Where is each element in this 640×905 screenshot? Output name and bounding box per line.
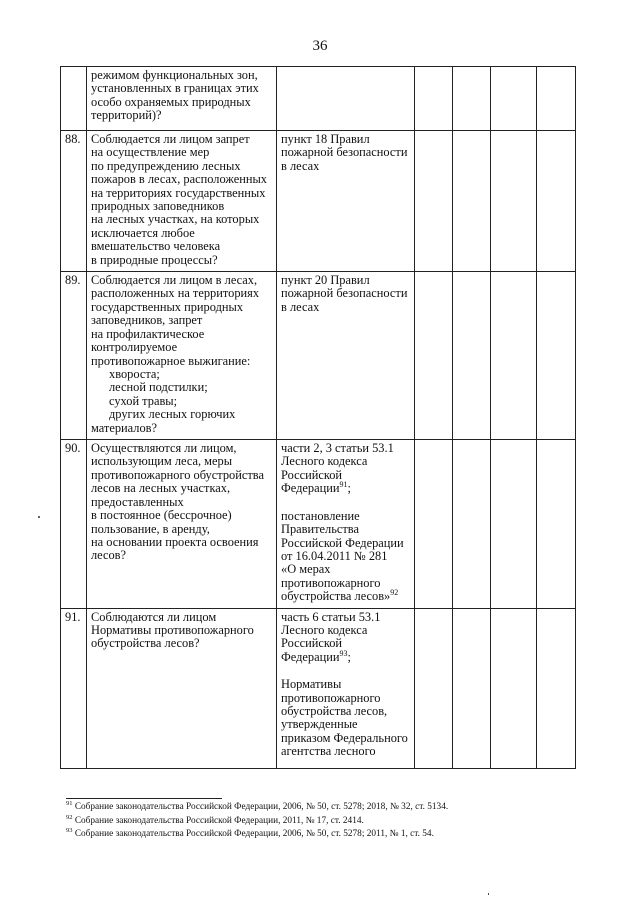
reference-text: Лесного кодекса [281, 454, 368, 469]
question-line: исключается любое [91, 225, 195, 240]
reference-text: пункт 20 Правил [281, 273, 370, 288]
footnote-number: 92 [66, 813, 73, 821]
question-line: на осуществление мер [91, 145, 210, 160]
question-line: государственных природных [91, 299, 244, 314]
question-line: лесов? [91, 548, 127, 563]
empty-cell [491, 131, 537, 272]
reference-text: постановление [281, 508, 360, 523]
reference-text: в лесах [281, 299, 320, 314]
question-line: на профилактическое [91, 326, 205, 341]
empty-cell [491, 272, 537, 440]
question-line: Осуществляются ли лицом, [91, 441, 237, 456]
reference-text: Российской Федерации [281, 535, 404, 550]
empty-cell [415, 131, 453, 272]
empty-cell [491, 67, 537, 131]
question-line: особо охраняемых природных [91, 94, 251, 109]
reference-text: агентства лесного [281, 744, 376, 759]
reference-text: в лесах [281, 158, 320, 173]
empty-cell [537, 608, 576, 768]
question-cell [87, 131, 277, 272]
reference-gap [281, 664, 410, 678]
footnote-separator [66, 798, 222, 799]
question-line: пожаров в лесах, расположенных [91, 172, 268, 187]
question-line: Соблюдается ли лицом в лесах, [91, 273, 258, 288]
scan-speck [488, 893, 489, 895]
empty-cell [453, 608, 491, 768]
reference-cell [277, 440, 415, 608]
empty-cell [537, 67, 576, 131]
empty-cell [415, 272, 453, 440]
reference-line [281, 745, 410, 758]
question-line: Соблюдаются ли лицом [91, 609, 217, 624]
question-list-item: сухой травы; [109, 393, 178, 408]
reference-line [281, 160, 410, 173]
question-line: на территориях государственных [91, 185, 266, 200]
question-line: Соблюдается ли лицом запрет [91, 132, 250, 146]
reference-text: пункт 18 Правил [281, 132, 370, 146]
footnote-number: 91 [66, 799, 73, 807]
reference-text: Лесного кодекса [281, 622, 368, 637]
question-cell [87, 67, 277, 131]
question-line: противопожарное выжигание: [91, 353, 251, 368]
empty-cell [537, 440, 576, 608]
question-line: вмешательство человека [91, 239, 221, 254]
footnote-mark: 92 [390, 588, 399, 597]
reference-line [281, 482, 410, 495]
empty-cell [537, 272, 576, 440]
reference-line [281, 648, 410, 664]
reference-cell [277, 272, 415, 440]
reference-line [281, 692, 410, 705]
question-line: Нормативы противопожарного [91, 622, 254, 637]
reference-text: части 2, 3 статьи 53.1 [281, 441, 394, 456]
table-row [61, 272, 576, 440]
reference-text: Федерации [281, 481, 340, 496]
row-number [61, 67, 87, 131]
reference-text: обустройства лесов» [281, 589, 391, 604]
footnote-number: 93 [66, 826, 73, 834]
reference-text: пожарной безопасности [281, 145, 408, 160]
reference-line [281, 133, 410, 146]
reference-text: противопожарного [281, 575, 381, 590]
footnote-text: Собрание законодательства Российской Федерации, 2006, № 50, ст. 5278; 2018, № 32, ст. 5134. [74, 802, 449, 812]
question-line: материалов? [91, 420, 158, 435]
empty-cell [453, 67, 491, 131]
row-number: 89. [61, 272, 87, 440]
reference-text: Российской [281, 467, 343, 482]
reference-text: обустройства лесов, [281, 703, 388, 718]
reference-line [281, 146, 410, 159]
footnote [66, 801, 586, 815]
question-line: обустройства лесов? [91, 636, 200, 651]
question-line: расположенных на территориях [91, 286, 260, 301]
reference-gap [281, 496, 410, 510]
reference-line [281, 624, 410, 637]
empty-cell [491, 608, 537, 768]
reference-text: Нормативы [281, 677, 342, 692]
empty-cell [453, 272, 491, 440]
question-line: на основании проекта освоения [91, 534, 259, 549]
footnote [66, 815, 586, 829]
row-number: 90. [61, 440, 87, 608]
question-line: использующим леса, меры [91, 454, 233, 469]
footnote-text: Собрание законодательства Российской Федерации, 2006, № 50, ст. 5278; 2011, № 1, ст. 54. [74, 829, 434, 839]
table-row [61, 608, 576, 768]
reference-cell [277, 131, 415, 272]
reference-line [281, 442, 410, 455]
reference-line [281, 563, 410, 576]
reference-line [281, 705, 410, 718]
reference-text: от 16.04.2011 № 281 [281, 548, 388, 563]
reference-text: противопожарного [281, 690, 381, 705]
row-number: 88. [61, 131, 87, 272]
empty-cell [453, 440, 491, 608]
reference-suffix: ; [347, 649, 351, 664]
reference-line [281, 718, 410, 731]
footnotes [66, 801, 586, 842]
reference-line [281, 732, 410, 745]
scan-speck [38, 516, 40, 518]
empty-cell [491, 440, 537, 608]
question-line: предоставленных [91, 494, 184, 509]
empty-cell [415, 67, 453, 131]
question-line: заповедников, запрет [91, 313, 203, 328]
row-number: 91. [61, 608, 87, 768]
reference-cell [277, 67, 415, 131]
reference-cell [277, 608, 415, 768]
reference-line [281, 510, 410, 523]
reference-line [281, 455, 410, 468]
checklist-table [60, 66, 576, 769]
question-line: природных заповедников [91, 199, 225, 214]
empty-cell [415, 608, 453, 768]
reference-text: «О мерах [281, 562, 331, 577]
question-list-item: хвороста; [109, 366, 160, 381]
reference-text: пожарной безопасности [281, 286, 408, 301]
reference-suffix: ; [347, 481, 351, 496]
table-row [61, 67, 576, 131]
reference-line [281, 590, 410, 603]
reference-text: часть 6 статьи 53.1 [281, 609, 381, 624]
reference-line [281, 301, 410, 314]
question-line: установленных в границах этих [91, 81, 259, 96]
reference-text: Российской [281, 636, 343, 651]
question-cell [87, 608, 277, 768]
reference-text: утвержденные [281, 717, 358, 732]
reference-line [281, 287, 410, 300]
empty-cell [415, 440, 453, 608]
reference-text: Правительства [281, 522, 359, 537]
question-line: лесов на лесных участках, [91, 481, 231, 496]
question-line: противопожарного обустройства [91, 467, 264, 482]
question-cell [87, 272, 277, 440]
reference-line [281, 611, 410, 624]
question-line: контролируемое [91, 340, 178, 355]
reference-text: Федерации [281, 649, 340, 664]
page-number: 36 [312, 38, 328, 54]
table-row [61, 131, 576, 272]
question-line: в природные процессы? [91, 252, 218, 267]
reference-line [281, 523, 410, 536]
table-row [61, 440, 576, 608]
reference-line [281, 678, 410, 691]
reference-line [281, 550, 410, 563]
empty-cell [453, 131, 491, 272]
empty-cell [537, 131, 576, 272]
footnote-mark: 91 [339, 480, 348, 490]
footnote [66, 828, 586, 842]
question-line: на лесных участках, на которых [91, 212, 260, 227]
question-line: режимом функциональных зон, [91, 68, 258, 82]
footnote-mark: 93 [339, 648, 348, 658]
question-cell [87, 440, 277, 608]
reference-text: приказом Федерального [281, 730, 408, 745]
question-line: территорий)? [91, 108, 162, 123]
question-line: пользование, в аренду, [91, 521, 210, 536]
question-list-item: лесной подстилки; [109, 380, 208, 395]
footnote-text: Собрание законодательства Российской Федерации, 2011, № 17, ст. 2414. [74, 815, 364, 826]
reference-line [281, 537, 410, 550]
question-line: по предупреждению лесных [91, 158, 241, 173]
reference-line [281, 274, 410, 287]
question-list-item: других лесных горючих [109, 407, 236, 422]
question-line: в постоянное (бессрочное) [91, 508, 232, 523]
